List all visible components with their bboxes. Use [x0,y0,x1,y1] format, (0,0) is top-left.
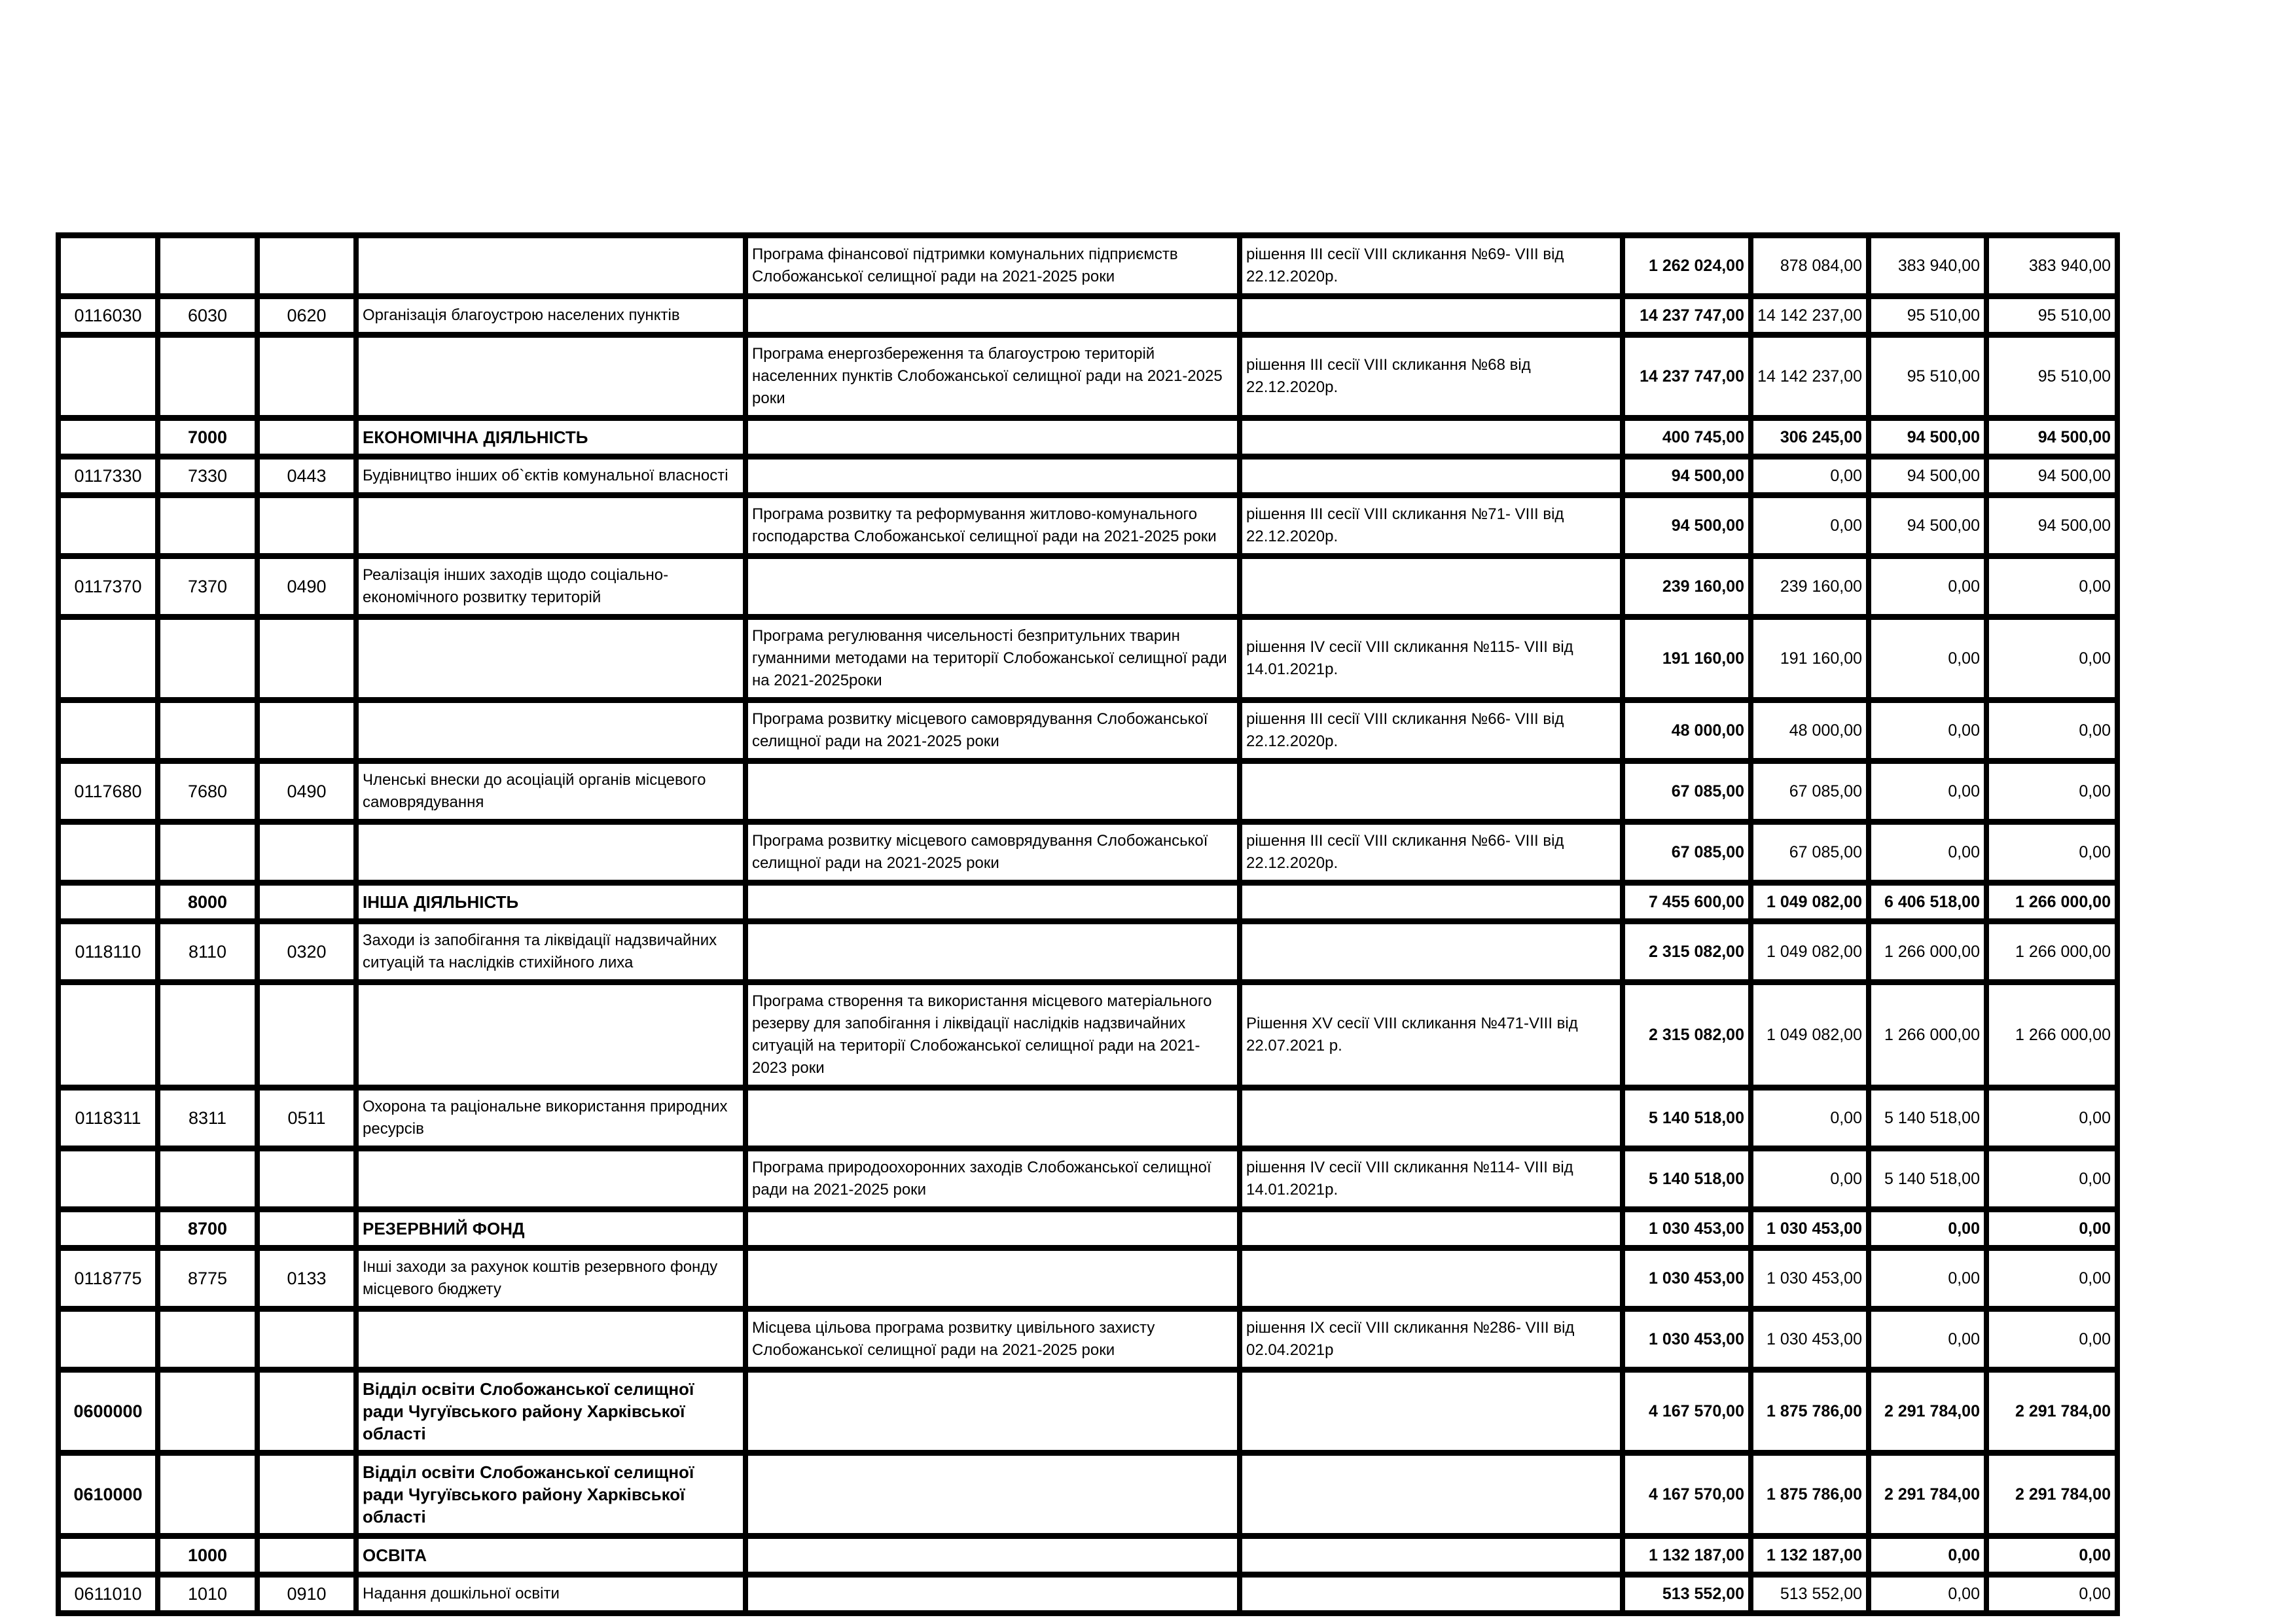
cell-code-tpkvk [158,822,257,883]
cell-local-program: Програма регулювання чисельності безпритульних тварин гуманними методами на території Слобожанської селищної ради на 2021-2025роки [745,617,1240,700]
cell-name: Заходи із запобігання та ліквідації надзвичайних ситуацій та наслідків стихійного лиха [356,922,745,983]
table-row [58,1248,2117,1309]
cell-amount-total: 1 132 187,00 [1623,1536,1751,1575]
cell-name [356,700,745,761]
cell-code-program [58,496,158,556]
cell-code-fkvk [257,496,356,556]
cell-code-fkvk [257,418,356,457]
cell-amount-total: 513 552,00 [1623,1575,1751,1614]
table-row [58,922,2117,983]
cell-amount-general-fund: 48 000,00 [1751,700,1869,761]
cell-local-program: Програма енергозбереження та благоустрою територій населенних пунктів Слобожанської селищної ради на 2021-2025 роки [745,335,1240,418]
cell-amount-general-fund: 14 142 237,00 [1751,335,1869,418]
cell-amount-special-fund: 0,00 [1869,1210,1986,1248]
cell-code-tpkvk: 8700 [158,1210,257,1248]
cell-local-program [745,1536,1240,1575]
cell-name: Відділ освіти Слобожанської селищної ради Чугуївського району Харківської області [356,1453,745,1536]
cell-code-tpkvk: 8000 [158,883,257,922]
cell-amount-total: 4 167 570,00 [1623,1370,1751,1453]
cell-amount-general-fund: 513 552,00 [1751,1575,1869,1614]
cell-local-program [745,1575,1240,1614]
cell-code-program [58,700,158,761]
cell-decision [1240,1453,1623,1536]
cell-code-program [58,1210,158,1248]
cell-local-program [745,761,1240,822]
cell-name: Охорона та раціональне використання природних ресурсів [356,1088,745,1149]
cell-amount-special-fund: 5 140 518,00 [1869,1088,1986,1149]
cell-amount-total: 94 500,00 [1623,457,1751,496]
cell-decision [1240,1088,1623,1149]
cell-decision: рішення III сесії VIII скликання №71- VIII від 22.12.2020р. [1240,496,1623,556]
cell-code-program [58,236,158,297]
cell-local-program: Програма природоохоронних заходів Слобожанської селищної ради на 2021-2025 роки [745,1149,1240,1210]
cell-code-program: 0117370 [58,556,158,617]
table-row [58,1309,2117,1370]
cell-code-fkvk: 0910 [257,1575,356,1614]
table-row [58,297,2117,335]
cell-amount-development-budget: 0,00 [1986,761,2117,822]
cell-code-program: 0117330 [58,457,158,496]
cell-decision: рішення IX сесії VIII скликання №286- VIII від 02.04.2021р [1240,1309,1623,1370]
cell-code-fkvk [257,617,356,700]
cell-code-tpkvk: 7000 [158,418,257,457]
cell-amount-general-fund: 1 030 453,00 [1751,1248,1869,1309]
cell-name: ЕКОНОМІЧНА ДІЯЛЬНІСТЬ [356,418,745,457]
cell-local-program [745,418,1240,457]
cell-decision [1240,1370,1623,1453]
cell-amount-development-budget: 1 266 000,00 [1986,922,2117,983]
table-row [58,1210,2117,1248]
cell-name [356,236,745,297]
cell-amount-general-fund: 14 142 237,00 [1751,297,1869,335]
cell-local-program [745,1370,1240,1453]
cell-code-program [58,617,158,700]
cell-name: Членські внески до асоціацій органів місцевого самоврядування [356,761,745,822]
cell-amount-special-fund: 0,00 [1869,822,1986,883]
table-row [58,496,2117,556]
cell-code-tpkvk [158,983,257,1088]
cell-code-tpkvk: 7330 [158,457,257,496]
cell-amount-general-fund: 1 132 187,00 [1751,1536,1869,1575]
cell-decision [1240,922,1623,983]
cell-code-fkvk: 0490 [257,761,356,822]
cell-name: Будівництво інших об`єктів комунальної власності [356,457,745,496]
cell-decision [1240,556,1623,617]
cell-local-program: Програма розвитку та реформування житлово-комунального господарства Слобожанської селищної ради на 2021-2025 роки [745,496,1240,556]
cell-amount-special-fund: 0,00 [1869,1536,1986,1575]
cell-amount-development-budget: 0,00 [1986,1248,2117,1309]
cell-local-program [745,883,1240,922]
cell-amount-development-budget: 0,00 [1986,556,2117,617]
cell-amount-development-budget: 1 266 000,00 [1986,883,2117,922]
cell-code-fkvk [257,983,356,1088]
cell-code-fkvk [257,883,356,922]
cell-decision [1240,297,1623,335]
cell-amount-general-fund: 1 049 082,00 [1751,983,1869,1088]
cell-amount-development-budget: 95 510,00 [1986,297,2117,335]
cell-code-fkvk: 0320 [257,922,356,983]
cell-amount-development-budget: 0,00 [1986,1210,2117,1248]
cell-name: Надання дошкільної освіти [356,1575,745,1614]
cell-local-program: Програма фінансової підтримки комунальних підприємств Слобожанської селищної ради на 2021-2025 роки [745,236,1240,297]
cell-amount-special-fund: 95 510,00 [1869,297,1986,335]
cell-code-tpkvk [158,1309,257,1370]
cell-amount-special-fund: 1 266 000,00 [1869,922,1986,983]
cell-name [356,617,745,700]
cell-name [356,822,745,883]
cell-code-tpkvk [158,236,257,297]
cell-amount-development-budget: 2 291 784,00 [1986,1453,2117,1536]
cell-decision: рішення III сесії VIII скликання №66- VIII від 22.12.2020р. [1240,700,1623,761]
budget-table [56,232,2120,1616]
cell-amount-general-fund: 239 160,00 [1751,556,1869,617]
cell-local-program [745,1088,1240,1149]
cell-amount-total: 14 237 747,00 [1623,335,1751,418]
cell-amount-special-fund: 5 140 518,00 [1869,1149,1986,1210]
cell-amount-special-fund: 0,00 [1869,700,1986,761]
cell-amount-total: 67 085,00 [1623,822,1751,883]
cell-amount-special-fund: 94 500,00 [1869,496,1986,556]
cell-amount-special-fund: 0,00 [1869,1575,1986,1614]
cell-amount-special-fund: 94 500,00 [1869,457,1986,496]
cell-decision [1240,883,1623,922]
cell-code-program: 0610000 [58,1453,158,1536]
cell-name: РЕЗЕРВНИЙ ФОНД [356,1210,745,1248]
cell-code-tpkvk: 1000 [158,1536,257,1575]
cell-code-fkvk [257,1309,356,1370]
cell-decision [1240,1536,1623,1575]
cell-decision [1240,1575,1623,1614]
cell-code-fkvk [257,335,356,418]
cell-amount-special-fund: 0,00 [1869,617,1986,700]
cell-code-program [58,822,158,883]
table-row [58,236,2117,297]
table-row [58,1575,2117,1614]
cell-amount-development-budget: 0,00 [1986,822,2117,883]
cell-code-program [58,1309,158,1370]
cell-amount-development-budget: 2 291 784,00 [1986,1370,2117,1453]
cell-local-program [745,1248,1240,1309]
cell-decision: рішення III сесії VIII скликання №68 від 22.12.2020р. [1240,335,1623,418]
cell-amount-development-budget: 0,00 [1986,700,2117,761]
cell-amount-total: 191 160,00 [1623,617,1751,700]
cell-amount-total: 239 160,00 [1623,556,1751,617]
cell-code-tpkvk: 7680 [158,761,257,822]
cell-name [356,983,745,1088]
cell-local-program [745,297,1240,335]
cell-amount-special-fund: 0,00 [1869,1309,1986,1370]
cell-code-tpkvk: 7370 [158,556,257,617]
cell-code-program: 0600000 [58,1370,158,1453]
cell-code-program: 0116030 [58,297,158,335]
cell-decision [1240,457,1623,496]
table-row [58,1536,2117,1575]
cell-amount-special-fund: 0,00 [1869,761,1986,822]
cell-code-tpkvk [158,617,257,700]
cell-amount-general-fund: 0,00 [1751,1088,1869,1149]
cell-amount-special-fund: 0,00 [1869,1248,1986,1309]
cell-code-tpkvk [158,1370,257,1453]
cell-code-program [58,1536,158,1575]
cell-decision [1240,1210,1623,1248]
table-row [58,335,2117,418]
cell-amount-development-budget: 94 500,00 [1986,496,2117,556]
cell-amount-special-fund: 2 291 784,00 [1869,1370,1986,1453]
cell-amount-development-budget: 383 940,00 [1986,236,2117,297]
cell-name: Відділ освіти Слобожанської селищної ради Чугуївського району Харківської області [356,1370,745,1453]
cell-amount-general-fund: 67 085,00 [1751,822,1869,883]
table-row [58,983,2117,1088]
cell-name [356,1309,745,1370]
cell-name [356,335,745,418]
cell-code-tpkvk [158,700,257,761]
cell-code-fkvk [257,700,356,761]
cell-amount-total: 4 167 570,00 [1623,1453,1751,1536]
cell-local-program: Програма розвитку місцевого самоврядування Слобожанської селищної ради на 2021-2025 роки [745,822,1240,883]
table-row [58,556,2117,617]
cell-name: Організація благоустрою населених пунктів [356,297,745,335]
cell-amount-general-fund: 67 085,00 [1751,761,1869,822]
cell-code-fkvk: 0620 [257,297,356,335]
cell-decision: рішення III сесії VIII скликання №69- VIII від 22.12.2020р. [1240,236,1623,297]
table-row [58,617,2117,700]
cell-amount-development-budget: 0,00 [1986,1536,2117,1575]
cell-code-fkvk [257,822,356,883]
cell-code-tpkvk [158,1453,257,1536]
cell-code-fkvk: 0511 [257,1088,356,1149]
cell-amount-total: 1 030 453,00 [1623,1309,1751,1370]
cell-code-program: 0117680 [58,761,158,822]
cell-code-fkvk [257,1536,356,1575]
cell-name: Реалізація інших заходів щодо соціально-економічного розвитку територій [356,556,745,617]
cell-local-program [745,1453,1240,1536]
cell-amount-general-fund: 1 030 453,00 [1751,1210,1869,1248]
cell-code-program [58,418,158,457]
table-row [58,761,2117,822]
cell-decision: рішення III сесії VIII скликання №66- VIII від 22.12.2020р. [1240,822,1623,883]
cell-amount-special-fund: 6 406 518,00 [1869,883,1986,922]
cell-code-fkvk [257,1210,356,1248]
cell-amount-general-fund: 0,00 [1751,457,1869,496]
cell-amount-development-budget: 94 500,00 [1986,457,2117,496]
cell-amount-special-fund: 383 940,00 [1869,236,1986,297]
cell-amount-general-fund: 878 084,00 [1751,236,1869,297]
cell-name: Інші заходи за рахунок коштів резервного фонду місцевого бюджету [356,1248,745,1309]
cell-amount-total: 14 237 747,00 [1623,297,1751,335]
cell-amount-general-fund: 0,00 [1751,1149,1869,1210]
cell-amount-total: 1 030 453,00 [1623,1248,1751,1309]
cell-code-tpkvk [158,496,257,556]
table-row [58,700,2117,761]
cell-amount-total: 5 140 518,00 [1623,1149,1751,1210]
cell-amount-development-budget: 1 266 000,00 [1986,983,2117,1088]
cell-amount-general-fund: 1 875 786,00 [1751,1370,1869,1453]
cell-amount-general-fund: 306 245,00 [1751,418,1869,457]
table-row [58,1453,2117,1536]
cell-amount-total: 1 262 024,00 [1623,236,1751,297]
cell-local-program [745,556,1240,617]
cell-name [356,1149,745,1210]
cell-amount-total: 94 500,00 [1623,496,1751,556]
cell-code-program [58,883,158,922]
cell-code-tpkvk [158,1149,257,1210]
cell-code-program: 0118775 [58,1248,158,1309]
cell-amount-general-fund: 1 049 082,00 [1751,922,1869,983]
cell-decision [1240,418,1623,457]
cell-name: ІНША ДІЯЛЬНІСТЬ [356,883,745,922]
cell-code-program [58,335,158,418]
cell-code-tpkvk: 1010 [158,1575,257,1614]
cell-local-program: Програма створення та використання місцевого матеріального резерву для запобігання і ліквідації наслідків надзвичайних ситуацій на території Слобожанської селищної ради на 2021-2023 роки [745,983,1240,1088]
cell-code-program: 0118311 [58,1088,158,1149]
cell-amount-general-fund: 1 030 453,00 [1751,1309,1869,1370]
cell-amount-development-budget: 0,00 [1986,1309,2117,1370]
cell-amount-special-fund: 0,00 [1869,556,1986,617]
cell-amount-total: 48 000,00 [1623,700,1751,761]
cell-code-fkvk [257,1370,356,1453]
cell-amount-general-fund: 1 875 786,00 [1751,1453,1869,1536]
cell-code-tpkvk [158,335,257,418]
cell-decision [1240,761,1623,822]
cell-decision [1240,1248,1623,1309]
cell-amount-development-budget: 0,00 [1986,617,2117,700]
cell-code-fkvk: 0490 [257,556,356,617]
cell-code-program: 0118110 [58,922,158,983]
table-row [58,883,2117,922]
budget-table-body [58,236,2117,1614]
cell-name: ОСВІТА [356,1536,745,1575]
cell-amount-total: 67 085,00 [1623,761,1751,822]
table-row [58,1370,2117,1453]
cell-local-program [745,457,1240,496]
table-row [58,822,2117,883]
cell-amount-development-budget: 0,00 [1986,1575,2117,1614]
table-row [58,1149,2117,1210]
cell-name [356,496,745,556]
cell-code-program [58,983,158,1088]
table-row [58,1088,2117,1149]
cell-code-tpkvk: 8775 [158,1248,257,1309]
cell-amount-special-fund: 1 266 000,00 [1869,983,1986,1088]
cell-amount-general-fund: 0,00 [1751,496,1869,556]
cell-amount-general-fund: 191 160,00 [1751,617,1869,700]
table-row [58,457,2117,496]
cell-decision: рішення IV сесії VIII скликання №115- VIII від 14.01.2021р. [1240,617,1623,700]
cell-decision: Рішення XV сесії VIII скликання №471-VIII від 22.07.2021 р. [1240,983,1623,1088]
cell-code-tpkvk: 8110 [158,922,257,983]
cell-decision: рішення IV сесії VIII скликання №114- VIII від 14.01.2021р. [1240,1149,1623,1210]
cell-code-fkvk [257,236,356,297]
cell-amount-special-fund: 94 500,00 [1869,418,1986,457]
cell-code-program: 0611010 [58,1575,158,1614]
cell-code-fkvk: 0133 [257,1248,356,1309]
cell-amount-development-budget: 94 500,00 [1986,418,2117,457]
cell-code-fkvk: 0443 [257,457,356,496]
cell-amount-development-budget: 0,00 [1986,1149,2117,1210]
cell-local-program: Місцева цільова програма розвитку цивільного захисту Слобожанської селищної ради на 2021-2025 роки [745,1309,1240,1370]
cell-code-fkvk [257,1453,356,1536]
table-row [58,418,2117,457]
cell-amount-total: 5 140 518,00 [1623,1088,1751,1149]
cell-amount-total: 1 030 453,00 [1623,1210,1751,1248]
cell-amount-special-fund: 2 291 784,00 [1869,1453,1986,1536]
cell-local-program [745,1210,1240,1248]
cell-amount-total: 400 745,00 [1623,418,1751,457]
cell-local-program: Програма розвитку місцевого самоврядування Слобожанської селищної ради на 2021-2025 роки [745,700,1240,761]
cell-code-fkvk [257,1149,356,1210]
cell-amount-general-fund: 1 049 082,00 [1751,883,1869,922]
cell-amount-development-budget: 0,00 [1986,1088,2117,1149]
cell-amount-development-budget: 95 510,00 [1986,335,2117,418]
cell-amount-total: 2 315 082,00 [1623,983,1751,1088]
cell-code-program [58,1149,158,1210]
cell-code-tpkvk: 6030 [158,297,257,335]
cell-amount-total: 7 455 600,00 [1623,883,1751,922]
cell-local-program [745,922,1240,983]
cell-amount-special-fund: 95 510,00 [1869,335,1986,418]
cell-amount-total: 2 315 082,00 [1623,922,1751,983]
cell-code-tpkvk: 8311 [158,1088,257,1149]
